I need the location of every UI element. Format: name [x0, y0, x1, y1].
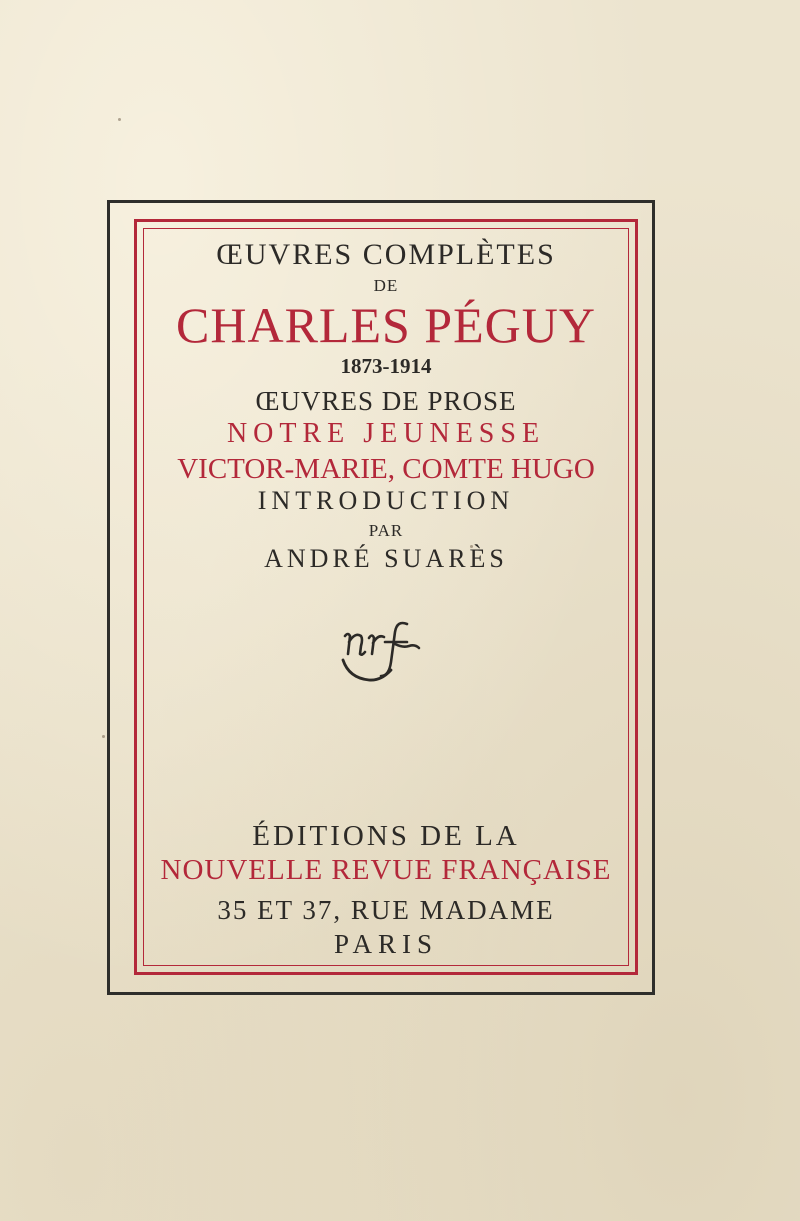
- nrf-monogram-logo-icon: [335, 618, 445, 693]
- work-title-one: NOTRE JEUNESSE: [226, 418, 546, 449]
- introduction-connector: PAR: [368, 521, 404, 540]
- publisher-line-one: ÉDITIONS DE LA: [252, 820, 520, 852]
- paper-speck: [118, 118, 121, 121]
- publisher-city: PARIS: [333, 929, 439, 959]
- author-dates: 1873-1914: [340, 354, 432, 378]
- author-name: CHARLES PÉGUY: [176, 297, 596, 353]
- paper-speck: [102, 735, 105, 738]
- series-title: ŒUVRES COMPLÈTES: [216, 238, 556, 271]
- introduction-label: INTRODUCTION: [257, 486, 515, 515]
- series-connector: DE: [373, 276, 399, 295]
- introduction-author: ANDRÉ SUARÈS: [264, 544, 508, 573]
- section-title: ŒUVRES DE PROSE: [255, 386, 517, 416]
- publisher-address: 35 ET 37, RUE MADAME: [217, 895, 555, 925]
- work-title-two: VICTOR-MARIE, COMTE HUGO: [177, 453, 595, 485]
- publisher-line-two: NOUVELLE REVUE FRANÇAISE: [160, 854, 612, 886]
